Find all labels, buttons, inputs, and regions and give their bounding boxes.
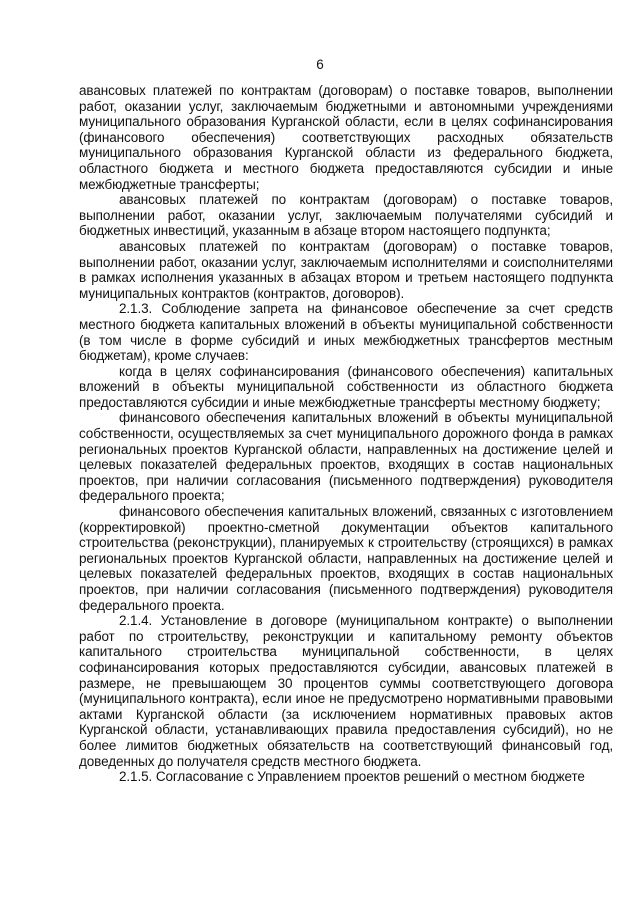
paragraph: когда в целях софинансирования (финансового обеспечения) капитальных вложений в объекты муниципальной собственности из областного бюджета предоставляются субсидии и иные межбюджетные трансферты местному бюджету; bbox=[79, 363, 613, 410]
paragraph: финансового обеспечения капитальных вложений, связанных с изготовлением (корректировкой) проектно-сметной документации объектов капитального строительства (реконструкции), планируемых к строительству (строящихся) в рамках региональных проектов Курганской области, направленных на достижение целей и целевых показателей федеральных проектов, входящих в состав национальных проектов, при наличии согласования (письменного подтверждения) руководителя федерального проекта. bbox=[79, 504, 613, 613]
paragraph: авансовых платежей по контрактам (договорам) о поставке товаров, выполнении работ, оказании услуг, заключаемым исполнителями и соисполнителями в рамках исполнения указанных в абзацах втором и третьем настоящего подпункта муниципальных контрактов (контрактов, договоров). bbox=[79, 238, 613, 301]
document-body bbox=[79, 83, 613, 785]
page-number: 6 bbox=[316, 57, 324, 72]
paragraph: 2.1.3. Соблюдение запрета на финансовое обеспечение за счет средств местного бюджета капитальных вложений в объекты муниципальной собственности (в том числе в форме субсидий и иных межбюджетных трансфертов местным бюджетам), кроме случаев: bbox=[79, 301, 613, 364]
paragraph: авансовых платежей по контрактам (договорам) о поставке товаров, выполнении работ, оказании услуг, заключаемым бюджетными и автономными учреждениями муниципального образования Курганской области, если в целях софинансирования (финансового обеспечения) соответствующих расходных обязательств муниципального образования Курганской области из федерального бюджета, областного бюджета и местного бюджета предоставляются субсидии и иные межбюджетные трансферты; bbox=[79, 83, 613, 192]
paragraph: финансового обеспечения капитальных вложений в объекты муниципальной собственности, осуществляемых за счет муниципального дорожного фонда в рамках региональных проектов Курганской области, направленных на достижение целей и целевых показателей федеральных проектов, входящих в состав национальных проектов, при наличии согласования (письменного подтверждения) руководителя федерального проекта; bbox=[79, 410, 613, 504]
paragraph: 2.1.4. Установление в договоре (муниципальном контракте) о выполнении работ по строительству, реконструкции и капитальному ремонту объектов капитального строительства муниципальной собственности, в целях софинансирования которых предоставляются субсидии, авансовых платежей в размере, не превышающем 30 процентов суммы соответствующего договора (муниципального контракта), если иное не предусмотрено нормативными правовыми актами Курганской области (за исключением нормативных правовых актов Курганской области, устанавливающих правила предоставления субсидий), но не более лимитов бюджетных обязательств на соответствующий финансовый год, доведенных до получателя средств местного бюджета. bbox=[79, 613, 613, 769]
paragraph: авансовых платежей по контрактам (договорам) о поставке товаров, выполнении работ, оказании услуг, заключаемым получателями субсидий и бюджетных инвестиций, указанным в абзаце втором настоящего подпункта; bbox=[79, 192, 613, 239]
paragraph: 2.1.5. Согласование с Управлением проектов решений о местном бюджете bbox=[119, 769, 585, 785]
